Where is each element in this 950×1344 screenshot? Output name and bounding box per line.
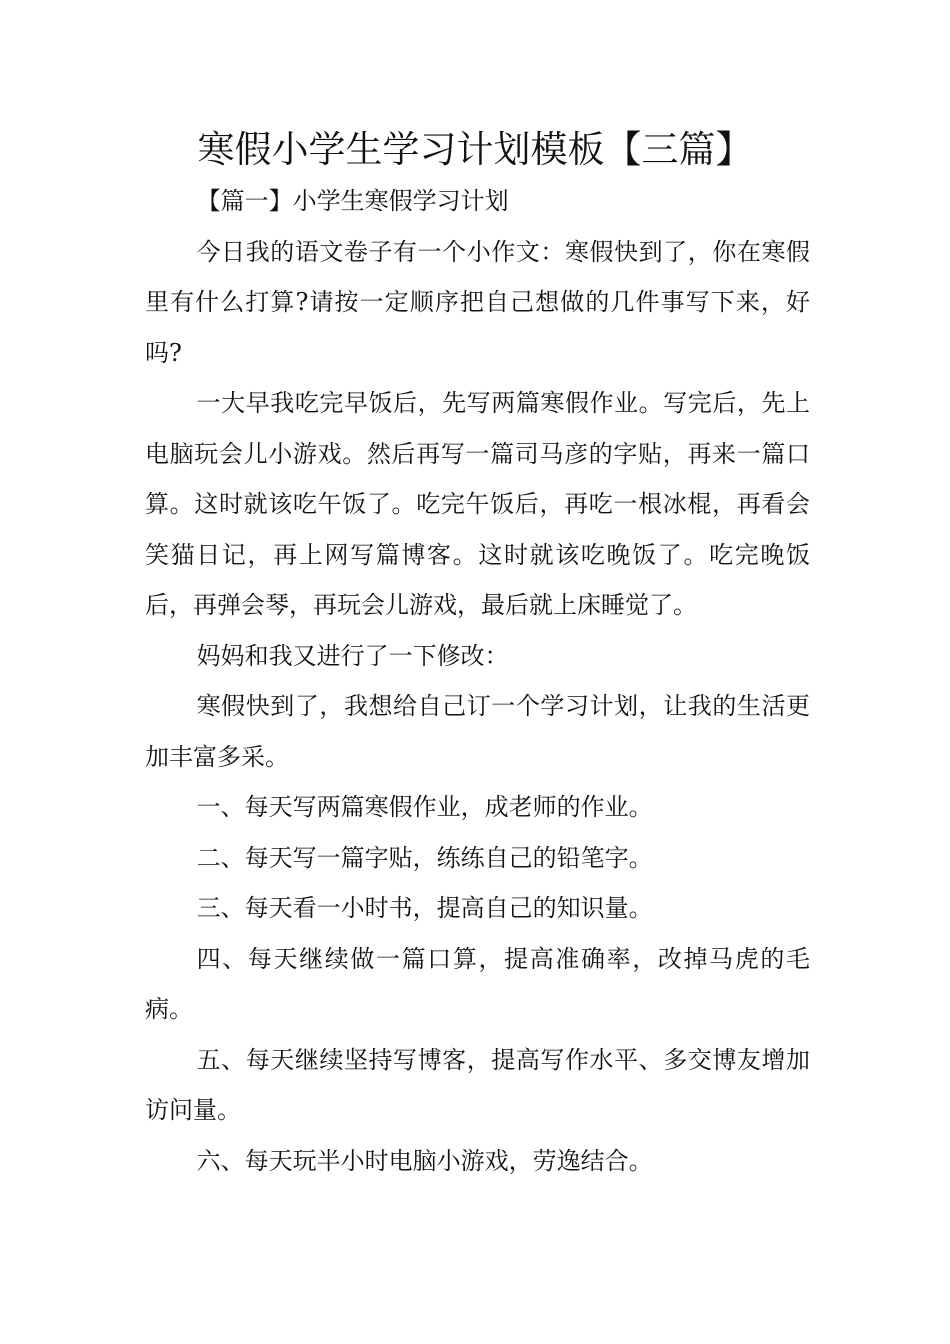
- plan-item-4: 四、每天继续做一篇口算，提高准确率，改掉马虎的毛病。: [145, 944, 810, 1023]
- document-title: 寒假小学生学习计划模板【三篇】: [197, 128, 753, 171]
- paragraph-day-plan: 一大早我吃完早饭后，先写两篇寒假作业。写完后，先上电脑玩会儿小游戏。然后再写一篇司马彦的字贴，再来一篇口算。这时就该吃午饭了。吃完午饭后，再吃一根冰棍，再看会笑猫日记，再上网写篇博客。这时就该吃晚饭了。吃完晚饭后，再弹会琴，再玩会儿游戏，最后就上床睡觉了。: [145, 389, 810, 619]
- plan-item-3: 三、每天看一小时书，提高自己的知识量。: [196, 894, 653, 922]
- paragraph-intro: 今日我的语文卷子有一个小作文：寒假快到了，你在寒假里有什么打算?请按一定顺序把自己想做的几件事写下来，好吗?: [145, 237, 810, 367]
- paragraph-goal: 寒假快到了，我想给自己订一个学习计划，让我的生活更加丰富多采。: [145, 692, 810, 771]
- paragraph-revision: 妈妈和我又进行了一下修改：: [196, 641, 509, 670]
- plan-item-5: 五、每天继续坚持写博客，提高写作水平、多交博友增加访问量。: [145, 1045, 810, 1124]
- section-heading: 【篇一】小学生寒假学习计划: [196, 187, 509, 215]
- document-body: [145, 176, 810, 1186]
- plan-item-1: 一、每天写两篇寒假作业，成老师的作业。: [196, 793, 653, 821]
- plan-item-6: 六、每天玩半小时电脑小游戏，劳逸结合。: [196, 1146, 653, 1175]
- plan-item-2: 二、每天写一篇字贴，练练自己的铅笔字。: [196, 843, 653, 872]
